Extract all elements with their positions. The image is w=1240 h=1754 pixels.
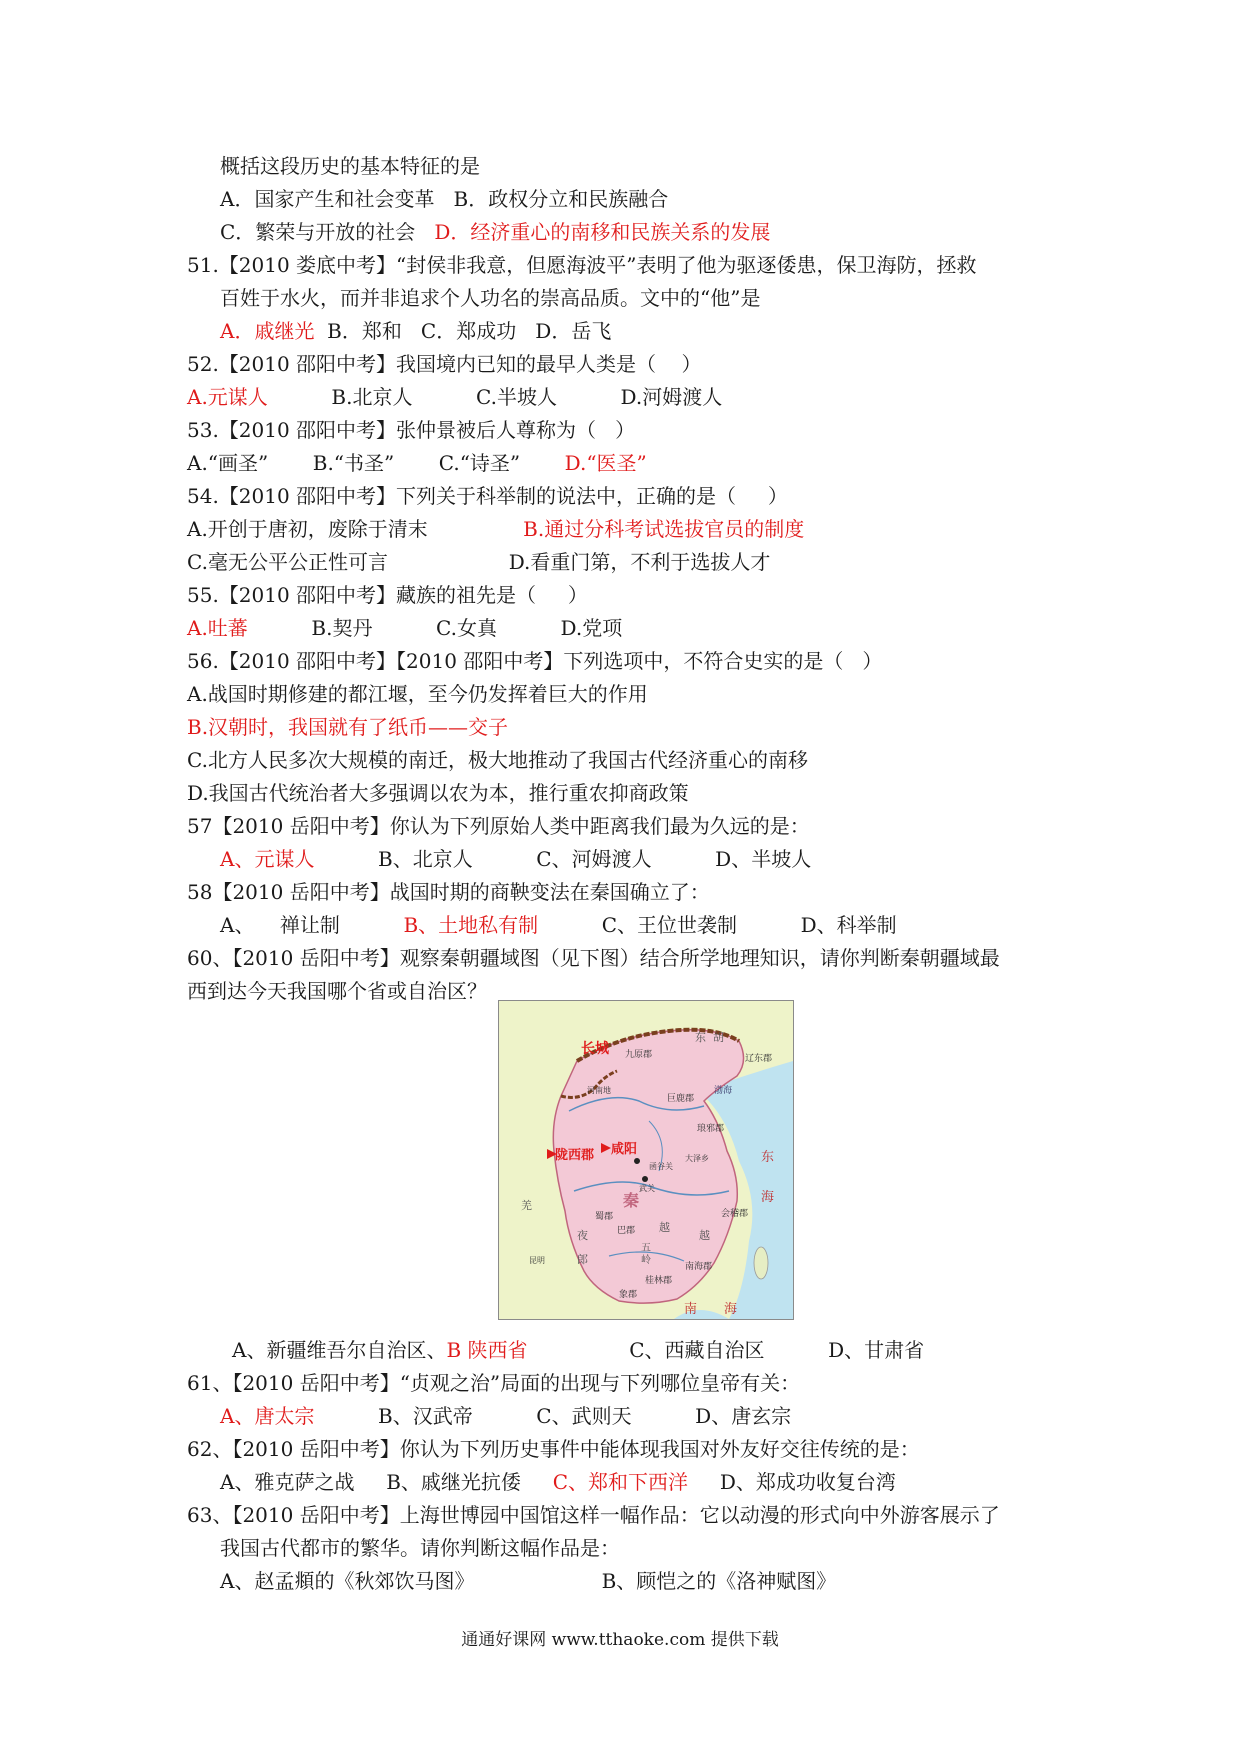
question-text: 52.【2010 邵阳中考】我国境内已知的最早人类是（ ） <box>187 352 702 376</box>
question-text: A、新疆维吾尔自治区、 <box>232 1338 447 1362</box>
line-q62-opts <box>220 1466 896 1498</box>
question-text: 55.【2010 邵阳中考】藏族的祖先是（ ） <box>187 583 588 607</box>
line-q55-opts <box>187 612 622 644</box>
map-label-ling: 岭 <box>641 1255 651 1266</box>
question-text: B.契丹 C.女真 D.党项 <box>247 616 623 640</box>
map-label-sea: 海 <box>761 1190 775 1205</box>
line-q63-stem2 <box>220 1532 620 1564</box>
map-label-guilin: 桂林郡 <box>645 1276 673 1286</box>
line-q55-stem <box>187 579 588 611</box>
page-footer: 通通好课网 www.tthaoke.com 提供下载 <box>461 1630 779 1650</box>
map-label-henan: 河南地 <box>587 1086 611 1095</box>
question-text: 62、【2010 岳阳中考】你认为下列历史事件中能体现我国对外友好交往传统的是： <box>187 1437 920 1461</box>
line-q61-opts <box>220 1400 791 1432</box>
question-text: 60、【2010 岳阳中考】观察秦朝疆域图（见下图）结合所学地理知识，请你判断秦朝疆域最 <box>187 946 1000 970</box>
question-text: C.毫无公平公正性可言 D.看重门第，不利于选拔人才 <box>187 550 771 574</box>
question-text: 西到达今天我国哪个省或自治区？ <box>187 979 487 1003</box>
question-text: B、北京人 C、河姆渡人 D、半坡人 <box>314 847 812 871</box>
question-text: A.开创于唐初，废除于清末 <box>187 517 524 541</box>
map-label-qin: 秦 <box>623 1191 640 1210</box>
line-q53-opts <box>187 447 647 479</box>
question-text: 54.【2010 邵阳中考】下列关于科举制的说法中，正确的是（ ） <box>187 484 788 508</box>
line-q60-stem <box>187 942 1000 974</box>
line-q56-c <box>187 744 808 776</box>
map-label-shu: 蜀郡 <box>595 1212 614 1222</box>
map-label-bohai: 渤海 <box>714 1086 733 1096</box>
question-text: B、汉武帝 C、武则天 D、唐玄宗 <box>314 1404 792 1428</box>
line-q58-opts <box>220 909 897 941</box>
question-text: 53.【2010 邵阳中考】张仲景被后人尊称为（ ） <box>187 418 636 442</box>
answer-text: D．经济重心的南移和民族关系的发展 <box>434 220 771 244</box>
map-label-ba: 巴郡 <box>617 1226 636 1236</box>
question-text: A．国家产生和社会变革 B．政权分立和民族融合 <box>220 187 669 211</box>
line-q53-stem <box>187 414 635 446</box>
map-label-langya: 琅邪郡 <box>697 1124 725 1134</box>
answer-text: B、土地私有制 <box>403 913 539 937</box>
map-label-wu: 五 <box>641 1243 651 1254</box>
line-q54-stem <box>187 480 788 512</box>
line-q61-stem <box>187 1367 800 1399</box>
line-q51-opts <box>220 315 611 347</box>
question-text: C．繁荣与开放的社会 <box>220 220 435 244</box>
question-text: 57【2010 岳阳中考】你认为下列原始人类中距离我们最为久远的是： <box>187 814 810 838</box>
line-q51-stem2 <box>220 282 760 314</box>
line-q54-cd <box>187 546 770 578</box>
map-label-lang: 郎 <box>577 1253 588 1266</box>
line-q50-cd <box>220 216 770 248</box>
map-label-east: 东 <box>761 1150 775 1165</box>
question-text: C、王位世袭制 D、科举制 <box>538 913 897 937</box>
map-label-great-wall: 长城 <box>581 1041 609 1057</box>
line-q56-b <box>187 711 508 743</box>
question-text: C、西藏自治区 D、甘肃省 <box>527 1338 925 1362</box>
line-q63-stem <box>187 1499 1000 1531</box>
question-text: A、 禅让制 <box>220 913 404 937</box>
line-q52-stem <box>187 348 702 380</box>
question-text: 63、【2010 岳阳中考】上海世博园中国馆这样一幅作品：它以动漫的形式向中外游客展示了 <box>187 1503 1000 1527</box>
answer-text: B 陕西省 <box>446 1338 528 1362</box>
question-text: 51.【2010 娄底中考】“封侯非我意，但愿海波平”表明了他为驱逐倭患，保卫海防，拯救 <box>187 253 977 277</box>
map-label-wuguan: 武关 <box>639 1184 655 1193</box>
answer-text: D.“医圣” <box>564 451 647 475</box>
question-text: 56.【2010 邵阳中考】【2010 邵阳中考】下列选项中，不符合史实的是（ ） <box>187 649 883 673</box>
map-label-dong: 东 <box>695 1031 706 1044</box>
question-text: A.战国时期修建的都江堰，至今仍发挥着巨大的作用 <box>187 682 648 706</box>
map-label-xianyang: 咸阳 <box>611 1142 638 1157</box>
question-text: D、郑成功收复台湾 <box>688 1470 896 1494</box>
question-text: A、赵孟頫的《秋郊饮马图》 B、顾恺之的《洛神赋图》 <box>220 1569 837 1593</box>
question-text: 百姓于水火，而并非追求个人功名的崇高品质。文中的“他”是 <box>220 286 761 310</box>
map-label-xiang: 象郡 <box>619 1290 638 1300</box>
question-text: A.“画圣” B.“书圣” C.“诗圣” <box>187 451 565 475</box>
question-text: A、雅克萨之战 B、戚继光抗倭 <box>220 1470 553 1494</box>
line-q56-stem <box>187 645 882 677</box>
line-q56-d <box>187 777 689 809</box>
map-label-hu: 胡 <box>713 1031 724 1044</box>
line-q50-ab <box>220 183 668 215</box>
map-label-kuaiji: 会稽郡 <box>721 1209 749 1219</box>
map-label-yue2: 越 <box>699 1229 710 1242</box>
map-label-jiuyuan: 九原郡 <box>625 1050 653 1060</box>
line-q60-stem2 <box>187 975 487 1007</box>
map-label-yue: 越 <box>659 1221 670 1234</box>
map-label-nanhai: 南海郡 <box>685 1262 713 1272</box>
map-label-qiang: 羌 <box>521 1199 532 1212</box>
answer-text: C、郑和下西洋 <box>552 1470 689 1494</box>
question-text: 61、【2010 岳阳中考】“贞观之治”局面的出现与下列哪位皇帝有关： <box>187 1371 801 1395</box>
line-q62-stem <box>187 1433 920 1465</box>
question-text: B.北京人 C.半坡人 D.河姆渡人 <box>267 385 723 409</box>
line-q51-stem <box>187 249 977 281</box>
line-q50-stem <box>220 150 480 182</box>
answer-text: B.汉朝时，我国就有了纸币——交子 <box>187 715 509 739</box>
line-q58-stem <box>187 876 710 908</box>
answer-text: A、元谋人 <box>220 847 315 871</box>
question-text: C.北方人民多次大规模的南迁，极大地推动了我国古代经济重心的南移 <box>187 748 808 772</box>
line-q54-ab <box>187 513 804 545</box>
question-text: 58【2010 岳阳中考】战国时期的商鞅变法在秦国确立了： <box>187 880 710 904</box>
map-label-longxi: 陇西郡 <box>555 1148 595 1163</box>
map-label-dajiang: 大泽乡 <box>685 1154 709 1163</box>
map-label-ye: 夜 <box>577 1229 588 1242</box>
line-q57-stem <box>187 810 810 842</box>
line-q56-a <box>187 678 648 710</box>
map-label-liaodong: 辽东郡 <box>745 1054 773 1064</box>
question-text: 我国古代都市的繁华。请你判断这幅作品是： <box>220 1536 620 1560</box>
map-label-julu: 巨鹿郡 <box>667 1094 695 1104</box>
answer-text: B.通过分科考试选拔官员的制度 <box>523 517 805 541</box>
line-q57-opts <box>220 843 811 875</box>
map-label-hangu: 函谷关 <box>649 1162 673 1171</box>
line-q63-opts <box>220 1565 836 1597</box>
qin-territory-map <box>498 1000 794 1320</box>
answer-text: A．戚继光 <box>220 319 315 343</box>
line-q52-opts <box>187 381 722 413</box>
question-text: 概括这段历史的基本特征的是 <box>220 154 480 178</box>
answer-text: A.元谋人 <box>187 385 268 409</box>
map-svg <box>499 1001 793 1319</box>
line-q60-opts <box>232 1334 924 1366</box>
answer-text: A.吐蕃 <box>187 616 248 640</box>
map-label-south: 南 <box>684 1302 698 1317</box>
answer-text: A、唐太宗 <box>220 1404 315 1428</box>
question-text: B．郑和 C．郑成功 D．岳飞 <box>314 319 612 343</box>
map-label-kunming: 昆明 <box>529 1256 545 1265</box>
map-label-sea2: 海 <box>724 1302 738 1317</box>
question-text: D.我国古代统治者大多强调以农为本，推行重农抑商政策 <box>187 781 689 805</box>
